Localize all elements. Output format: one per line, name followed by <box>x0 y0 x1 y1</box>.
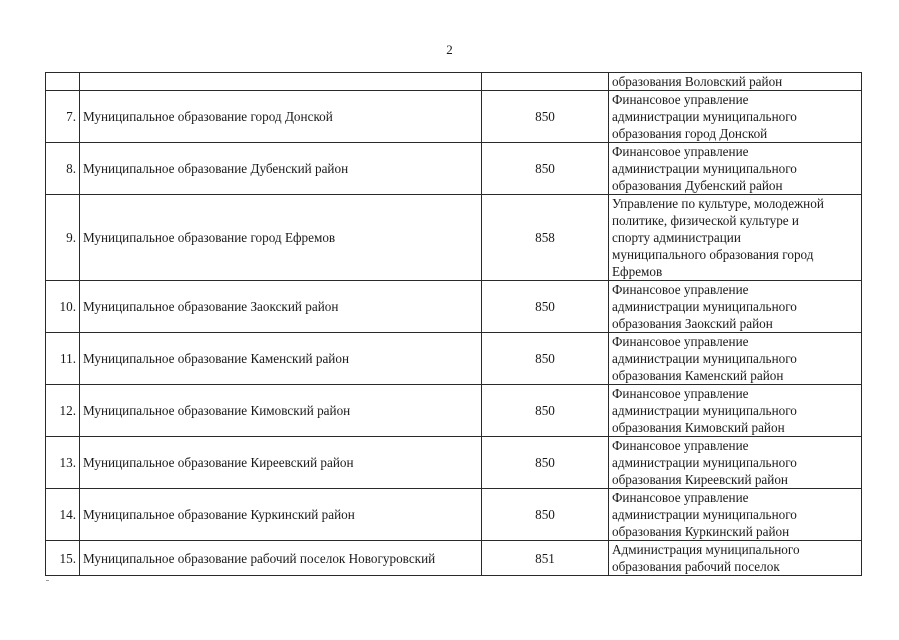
budget-code: 850 <box>482 333 609 385</box>
table-row <box>46 143 862 195</box>
table-row <box>46 91 862 143</box>
administrator-line: Финансовое управление <box>612 144 749 159</box>
administrator-line: политике, физической культуре и <box>612 213 799 228</box>
registry-table <box>45 72 862 576</box>
budget-code: 850 <box>482 91 609 143</box>
municipality-name <box>80 73 482 91</box>
budget-code: 858 <box>482 195 609 281</box>
administrator-line: Финансовое управление <box>612 92 749 107</box>
table-row <box>46 73 862 91</box>
administrator-line: образования Куркинский район <box>612 524 790 539</box>
scan-mark <box>46 580 49 581</box>
municipality-name: Муниципальное образование Киреевский район <box>80 437 482 489</box>
municipality-name: Муниципальное образование Дубенский район <box>80 143 482 195</box>
administrator-line: образования рабочий поселок <box>612 559 780 574</box>
table-row <box>46 385 862 437</box>
administrator-name <box>609 143 862 195</box>
budget-code <box>482 73 609 91</box>
administrator-line: администрации муниципального <box>612 109 797 124</box>
administrator-name <box>609 437 862 489</box>
administrator-name <box>609 91 862 143</box>
municipality-name: Муниципальное образование город Донской <box>80 91 482 143</box>
row-number: 9. <box>46 195 80 281</box>
administrator-line: Администрация муниципального <box>612 542 800 557</box>
budget-code: 850 <box>482 489 609 541</box>
row-number: 14. <box>46 489 80 541</box>
administrator-line: образования Воловский район <box>612 74 783 89</box>
row-number: 11. <box>46 333 80 385</box>
municipality-name: Муниципальное образование Заокский район <box>80 281 482 333</box>
administrator-line: Финансовое управление <box>612 438 749 453</box>
administrator-line: Финансовое управление <box>612 386 749 401</box>
administrator-line: Финансовое управление <box>612 490 749 505</box>
administrator-line: образования город Донской <box>612 126 768 141</box>
table-row <box>46 437 862 489</box>
administrator-line: администрации муниципального <box>612 507 797 522</box>
administrator-line: администрации муниципального <box>612 403 797 418</box>
administrator-line: Управление по культуре, молодежной <box>612 196 824 211</box>
administrator-line: Финансовое управление <box>612 282 749 297</box>
administrator-name <box>609 73 862 91</box>
budget-code: 851 <box>482 541 609 576</box>
municipality-name: Муниципальное образование Каменский район <box>80 333 482 385</box>
table-row <box>46 489 862 541</box>
table-row <box>46 195 862 281</box>
row-number: 10. <box>46 281 80 333</box>
administrator-name <box>609 541 862 576</box>
administrator-name <box>609 281 862 333</box>
administrator-line: администрации муниципального <box>612 161 797 176</box>
row-number <box>46 73 80 91</box>
administrator-line: муниципального образования город <box>612 247 814 262</box>
row-number: 8. <box>46 143 80 195</box>
municipality-name: Муниципальное образование Кимовский район <box>80 385 482 437</box>
administrator-line: образования Заокский район <box>612 316 773 331</box>
administrator-line: образования Киреевский район <box>612 472 788 487</box>
table-row <box>46 541 862 576</box>
table-row <box>46 333 862 385</box>
municipality-name: Муниципальное образование рабочий поселок Новогуровский <box>80 541 482 576</box>
budget-code: 850 <box>482 437 609 489</box>
row-number: 7. <box>46 91 80 143</box>
administrator-line: образования Дубенский район <box>612 178 783 193</box>
administrator-name <box>609 195 862 281</box>
administrator-line: образования Каменский район <box>612 368 784 383</box>
municipality-name: Муниципальное образование Куркинский район <box>80 489 482 541</box>
administrator-line: администрации муниципального <box>612 455 797 470</box>
budget-code: 850 <box>482 385 609 437</box>
administrator-name <box>609 333 862 385</box>
administrator-line: образования Кимовский район <box>612 420 785 435</box>
table-row <box>46 281 862 333</box>
administrator-line: Ефремов <box>612 264 663 279</box>
row-number: 13. <box>46 437 80 489</box>
administrator-line: администрации муниципального <box>612 299 797 314</box>
administrator-name <box>609 489 862 541</box>
row-number: 12. <box>46 385 80 437</box>
administrator-line: администрации муниципального <box>612 351 797 366</box>
budget-code: 850 <box>482 281 609 333</box>
budget-code: 850 <box>482 143 609 195</box>
administrator-name <box>609 385 862 437</box>
administrator-line: Финансовое управление <box>612 334 749 349</box>
municipality-name: Муниципальное образование город Ефремов <box>80 195 482 281</box>
administrator-line: спорту администрации <box>612 230 741 245</box>
row-number: 15. <box>46 541 80 576</box>
table-body <box>46 73 862 576</box>
page-number: 2 <box>446 42 453 57</box>
